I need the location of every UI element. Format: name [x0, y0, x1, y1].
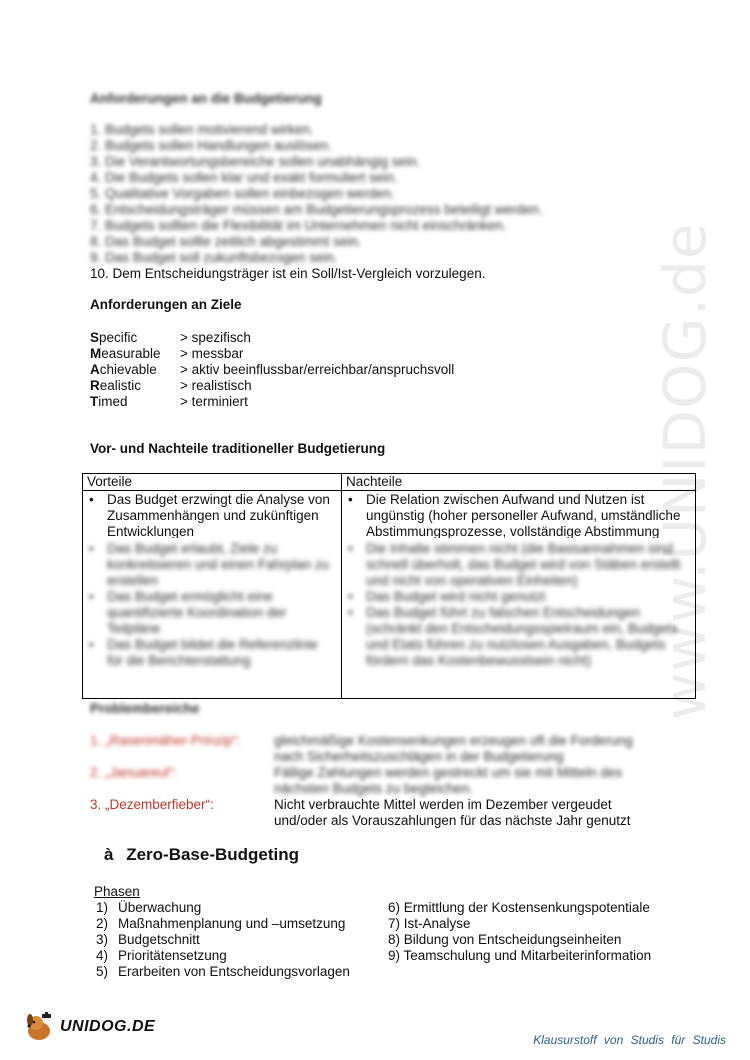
bullet: • [348, 589, 353, 604]
problem-label: 1. „Rasenmäher-Prinzip“: [90, 733, 241, 748]
smart-description: > aktiv beeinflussbar/erreichbar/anspruchsvoll [180, 362, 455, 377]
budget-requirement-item: 9. Das Budget soll zukunftsbezogen sein. [90, 250, 338, 265]
phase-item [78, 948, 350, 964]
phase-item: 6) Ermittlung der Kostensenkungspotentiale [388, 900, 650, 915]
smart-row [90, 346, 454, 362]
smart-description: > spezifisch [180, 330, 251, 345]
budget-requirement-item: 7. Budgets sollten die Flexibilität im Unternehmen nicht einschränken. [90, 218, 507, 233]
pros-column-header: Vorteile [83, 474, 342, 491]
pros-item-text: Das Budget erlaubt, Ziele zu konkretisieren und einen Fahrplan zu erstellen [107, 541, 330, 588]
problems-heading: Problembereiche [90, 701, 200, 716]
smart-list [90, 330, 454, 410]
phase-item: 7) Ist-Analyse [388, 916, 471, 931]
pros-item-text: Das Budget ermöglicht eine quantifizierte Koordination der Teilpläne [107, 589, 287, 636]
phase-item: 8) Bildung von Entscheidungseinheiten [388, 932, 622, 947]
cons-item-text: Das Budget wird nicht genutzt [366, 589, 546, 604]
smart-row [90, 378, 454, 394]
phase-text: Maßnahmenplanung und –umsetzung [118, 916, 346, 931]
budget-requirement-item: 3. Die Verantwortungsbereiche sollen unabhängig sein. [90, 154, 421, 169]
bullet: • [348, 541, 353, 556]
pros-item: • Das Budget erzwingt die Analyse von Zusammenhängen und zukünftigen Entwicklungen [89, 492, 330, 538]
problem-text: Nicht verbrauchte Mittel werden im Dezember vergeudet und/oder als Vorauszahlungen für das nächste Jahr genutzt [274, 797, 631, 828]
cons-item-text: Das Budget führt zu falschen Entscheidungen (schränkt den Entscheidungsspielraum ein, Budgets und Etats führen zu nutzlosen Ausgaben, Budgets fördern das Kostenbewusstsein nicht) [366, 605, 678, 668]
budget-requirement-item: 6. Entscheidungsträger müssen am Budgetierungsprozess beteiligt werden. [90, 202, 543, 217]
cons-item: • Die Relation zwischen Aufwand und Nutzen ist ungünstig (hoher personeller Aufwand, umständliche Abstimmungsprozesse, vollständige Abstimmung [348, 492, 681, 538]
dog-icon [22, 1012, 56, 1042]
footer-tagline: Klausurstoff von Studis für Studis [533, 1033, 726, 1047]
watermark: www.UNIDOG.de [651, 222, 719, 720]
budget-requirement-item: 5. Qualitative Vorgaben sollen einbezogen werden. [90, 186, 395, 201]
problem-row [90, 733, 650, 765]
budget-requirement-10: 10. Dem Entscheidungsträger ist ein Soll/Ist-Vergleich vorzulegen. [90, 266, 486, 281]
arrow-icon: à [104, 845, 114, 864]
problem-row [90, 765, 650, 797]
pros-item [89, 541, 337, 589]
phase-text: Budgetschnitt [118, 932, 200, 947]
phases-right-list [388, 900, 651, 964]
phase-text: Überwachung [118, 900, 202, 915]
problem-text: Fällige Zahlungen werden gestreckt um sie mit Mitteln des nächsten Budgets zu begleichen. [274, 765, 623, 796]
smart-term: Realistic [90, 378, 142, 393]
phase-item [78, 900, 350, 916]
smart-term: Specific [90, 330, 138, 345]
pros-item [89, 589, 337, 637]
smart-row [90, 394, 454, 410]
phase-number: 3) [95, 932, 108, 947]
smart-row [90, 330, 454, 346]
zbb-heading: à Zero-Base-Budgeting [104, 845, 300, 864]
phase-text: Prioritätensetzung [118, 948, 227, 963]
smart-term: Timed [90, 394, 128, 409]
budget-requirements-list [90, 122, 543, 266]
smart-row [90, 362, 454, 378]
cons-blurred-list [348, 541, 691, 698]
phases-label: Phasen [94, 884, 140, 899]
cons-item [348, 541, 691, 589]
smart-term: Achievable [90, 362, 157, 377]
pros-item [89, 637, 337, 669]
budget-requirements-heading: Anforderungen an die Budgetierung [90, 91, 322, 106]
cons-item [348, 589, 691, 605]
bullet: • [89, 541, 94, 556]
cons-column-header: Nachteile [342, 474, 696, 491]
smart-description: > messbar [180, 346, 244, 361]
problem-label: 3. „Dezemberfieber“: [90, 797, 214, 812]
budget-requirement-item: 8. Das Budget sollte zeitlich abgestimmt sein. [90, 234, 362, 249]
phase-item [78, 916, 350, 932]
goals-heading: Anforderungen an Ziele [90, 297, 242, 312]
phase-item: 9) Teamschulung und Mitarbeiterinformation [388, 948, 652, 963]
budget-requirement-item: 4. Die Budgets sollen klar und exakt formuliert sein. [90, 170, 398, 185]
phase-number: 5) [95, 964, 108, 979]
phase-number: 2) [95, 916, 108, 931]
smart-term: Measurable [90, 346, 161, 361]
pros-item-text: Das Budget bildet die Referenzlinie für die Berichterstattung [107, 637, 318, 668]
pros-cons-heading: Vor- und Nachteile traditioneller Budgetierung [90, 441, 386, 456]
cons-cell [342, 491, 696, 699]
phase-text: Erarbeiten von Entscheidungsvorlagen [118, 964, 350, 979]
bullet: • [89, 637, 94, 652]
pros-blurred-list [89, 541, 337, 698]
pros-cell [83, 491, 342, 699]
bullet: • [89, 589, 94, 604]
phases-left-list [78, 900, 350, 980]
phase-item [78, 932, 350, 948]
unidog-logo: UNIDOG.DE [22, 1012, 155, 1042]
budget-requirement-item: 1. Budgets sollen motivierend wirken. [90, 122, 314, 137]
phase-number: 4) [95, 948, 108, 963]
smart-description: > realistisch [180, 378, 252, 393]
phase-number: 1) [95, 900, 108, 915]
phase-item [78, 964, 350, 980]
problem-row-3 [90, 797, 670, 829]
bullet: • [348, 605, 353, 620]
problem-text: gleichmäßige Kostensenkungen erzeugen oft die Forderung nach Sicherheitszuschlägen in der Budgetierung [274, 733, 633, 764]
problems-blurred-list [90, 733, 650, 797]
problem-label: 2. „Januareul“: [90, 765, 178, 780]
smart-description: > terminiert [180, 394, 248, 409]
budget-requirement-item: 2. Budgets sollen Handlungen auslösen. [90, 138, 332, 153]
cons-item-text: Die Inhalte stimmen nicht (die Basisannahmen sind schnell überholt, das Budget wird von Stäben erstellt und nicht von operativen Einheiten) [366, 541, 681, 588]
cons-item [348, 605, 691, 669]
pros-cons-table [82, 473, 696, 699]
